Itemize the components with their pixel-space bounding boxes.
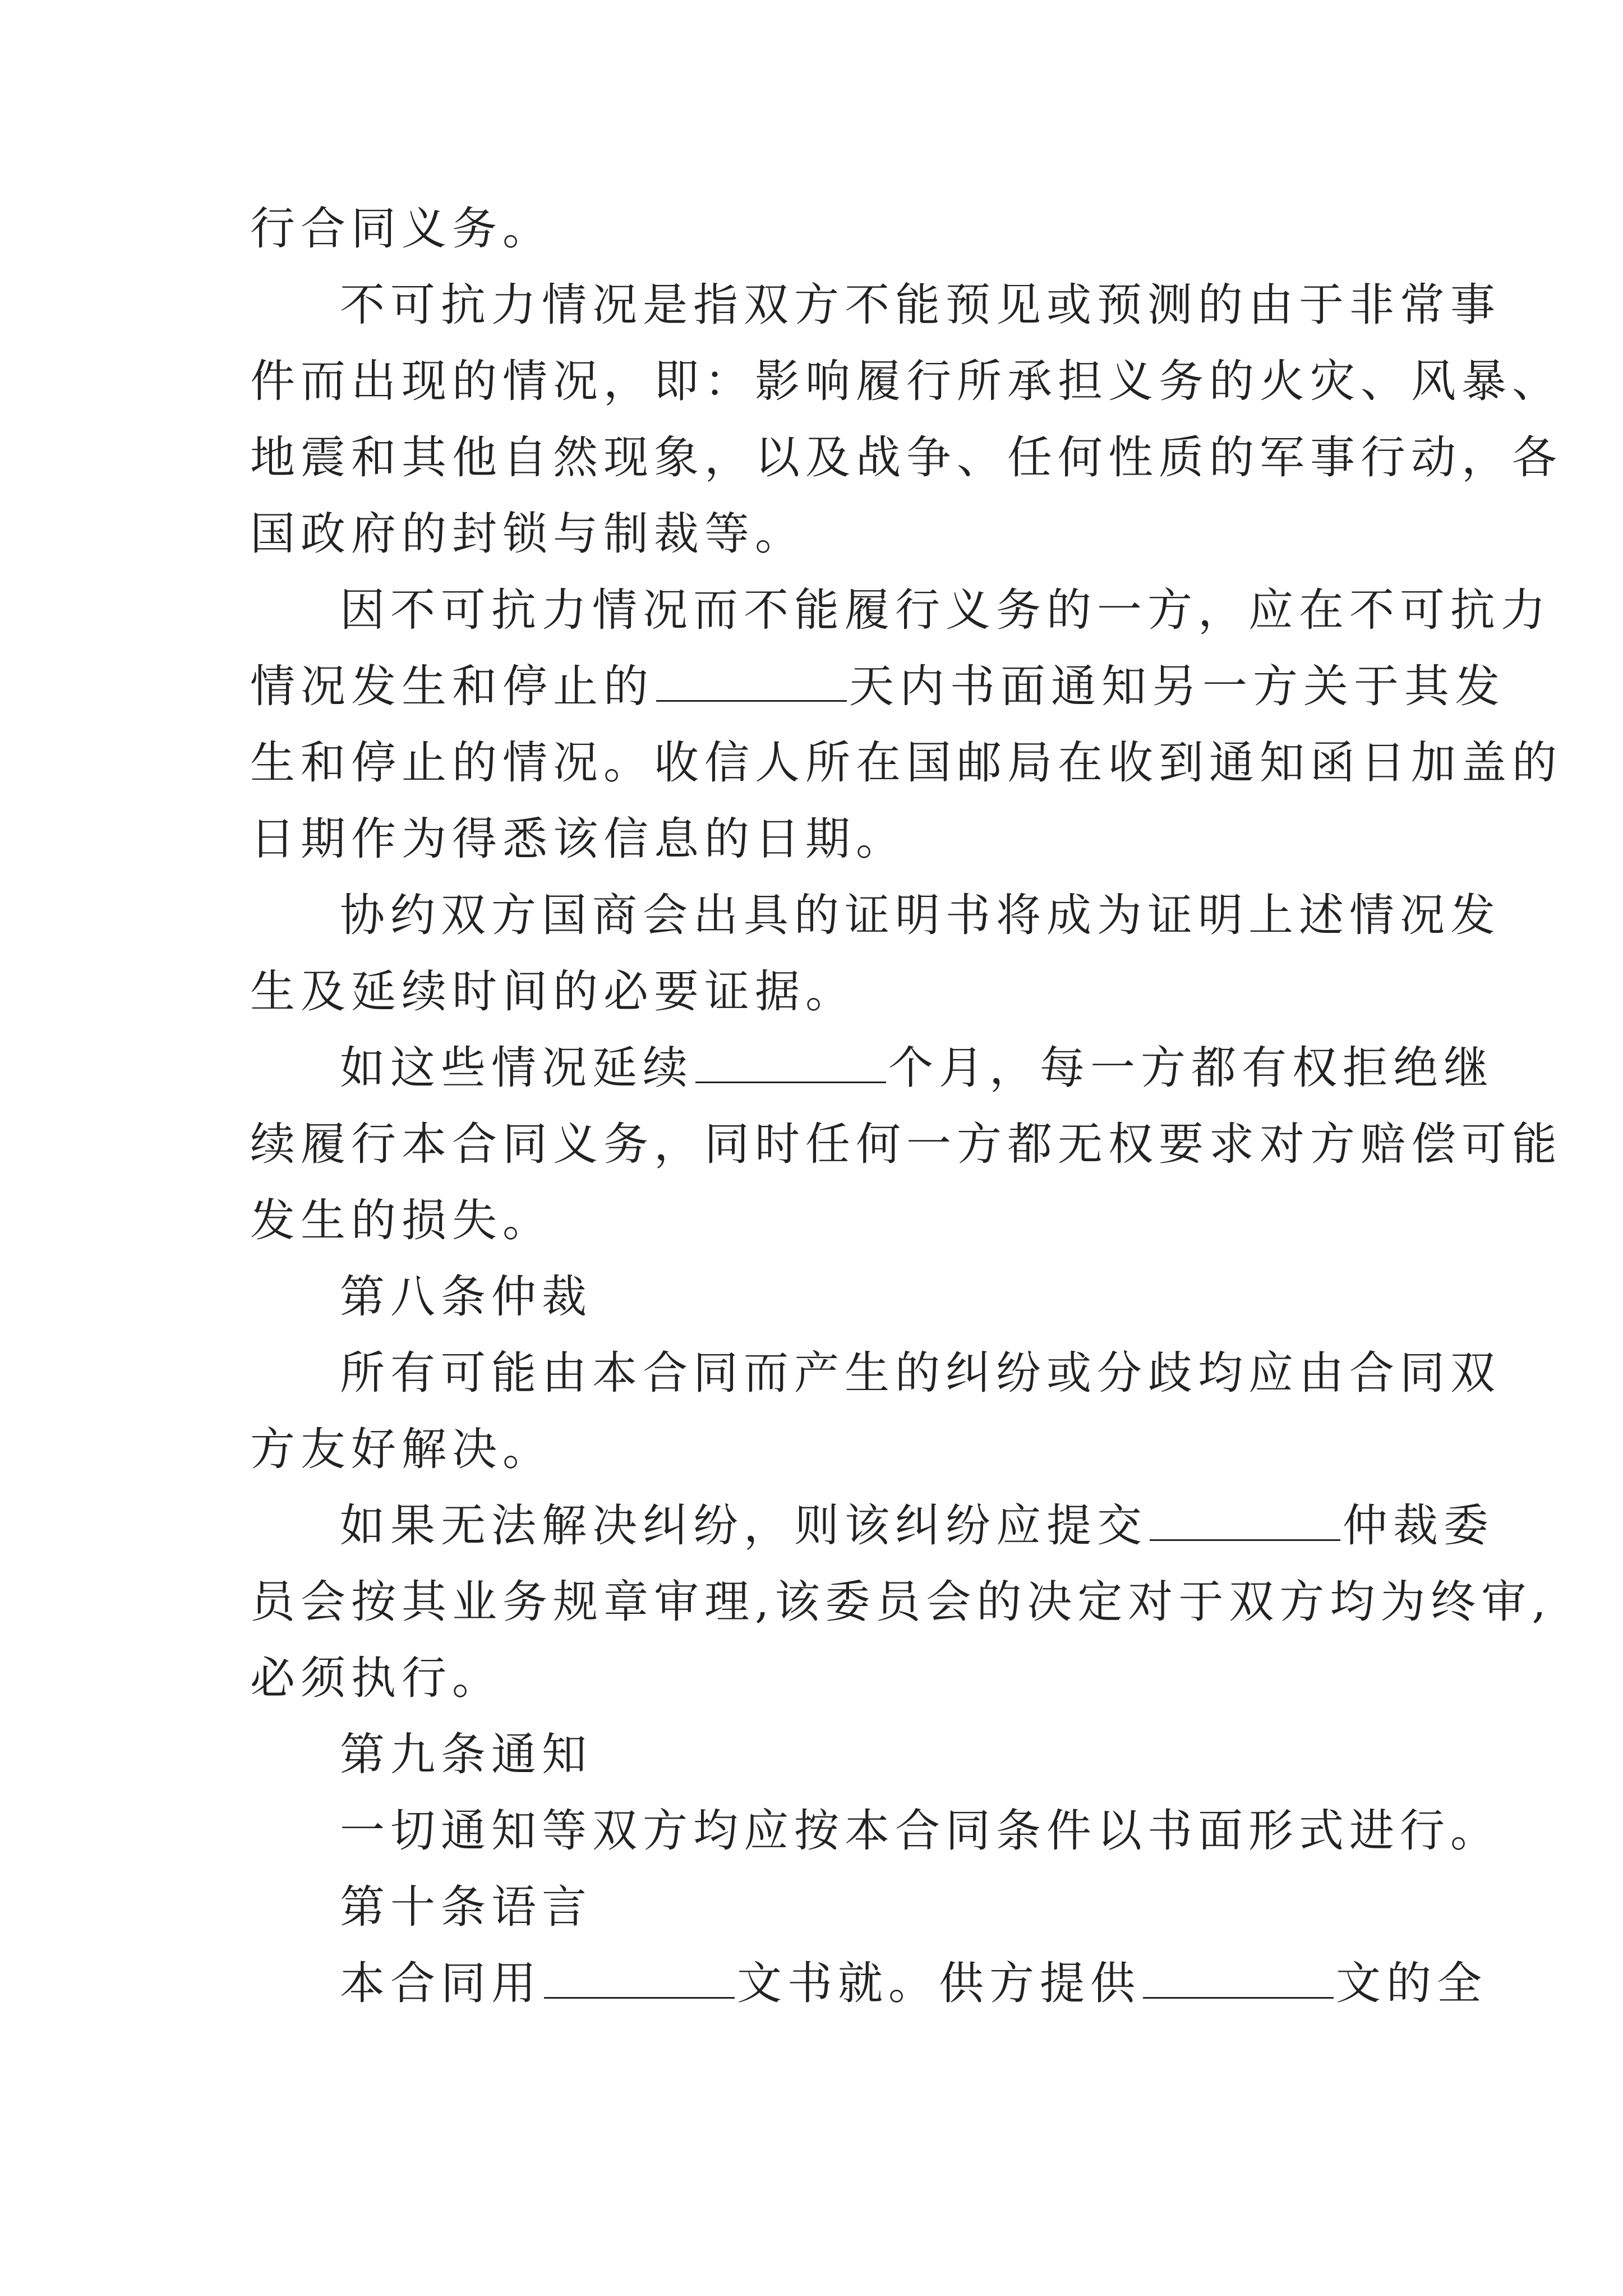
text-line: 必须执行。 [250, 1652, 502, 1704]
text-line: 所有可能由本合同而产生的纠纷或分歧均应由合同双 [340, 1347, 1501, 1399]
text-line: 因不可抗力情况而不能履行义务的一方，应在不可抗力 [340, 584, 1551, 636]
text-line: 日期作为得悉该信息的日期。 [250, 813, 906, 865]
text-fragment: 个月，每一方都有权拒绝继 [888, 1042, 1494, 1094]
text-line: 生和停止的情况。收信人所在国邮局在收到通知函日加盖的 [250, 737, 1562, 789]
text-line: 续履行本合同义务，同时任何一方都无权要求对方赔偿可能 [250, 1118, 1562, 1170]
paragraph-amicable-settlement [250, 1335, 1501, 1488]
fill-in-blank-arbitration-body[interactable] [1150, 1506, 1340, 1541]
paragraph-notification-duty [250, 572, 1562, 877]
text-line: 行合同义务。 [250, 203, 553, 255]
paragraph-force-majeure-definition [250, 267, 1562, 572]
text-line: 生及延续时间的必要证据。 [250, 965, 856, 1018]
text-fragment: 文的全 [1336, 1957, 1487, 2009]
text-line: 不可抗力情况是指双方不能预见或预测的由于非常事 [340, 279, 1501, 331]
article-8-heading: 第八条仲裁 [340, 1271, 592, 1323]
fill-in-blank-months[interactable] [695, 1048, 886, 1083]
text-fragment: 如这些情况延续 [340, 1042, 693, 1094]
article-9-heading: 第九条通知 [340, 1728, 592, 1780]
text-line [250, 1488, 1494, 1564]
text-line [250, 1945, 1487, 2022]
fill-in-blank-language-2[interactable] [1143, 1963, 1334, 1999]
text-line: 员会按其业务规章审理,该委员会的决定对于双方均为终审, [250, 1576, 1552, 1628]
text-line: 国政府的封锁与制裁等。 [250, 508, 805, 560]
text-line: 发生的损失。 [250, 1194, 553, 1246]
text-line: 地震和其他自然现象，以及战争、任何性质的军事行动，各 [250, 431, 1562, 484]
text-line: 件而出现的情况，即：影响履行所承担义务的火灾、风暴、 [250, 355, 1562, 407]
paragraph-chamber-certificate [250, 877, 1501, 1030]
text-line: 协约双方国商会出具的证明书将成为证明上述情况发 [340, 889, 1501, 941]
text-fragment: 本合同用 [340, 1957, 542, 2009]
text-fragment: 如果无法解决纠纷，则该纠纷应提交 [340, 1499, 1147, 1552]
text-fragment: 文书就。供方提供 [737, 1957, 1141, 2009]
text-fragment: 仲裁委 [1343, 1499, 1494, 1552]
contract-page [250, 191, 1562, 2022]
article-10-heading: 第十条语言 [340, 1881, 592, 1933]
fill-in-blank-days[interactable] [656, 666, 847, 702]
paragraph-extended-duration [250, 1030, 1562, 1259]
text-fragment: 天内书面通知另一方关于其发 [849, 660, 1505, 712]
text-line: 一切通知等双方均应按本合同条件以书面形式进行。 [340, 1805, 1501, 1857]
paragraph-arbitration [250, 1488, 1552, 1717]
fill-in-blank-language-1[interactable] [544, 1963, 735, 1999]
text-line [250, 1030, 1494, 1106]
text-line [250, 648, 1505, 725]
text-line: 方友好解决。 [250, 1423, 553, 1475]
text-fragment: 情况发生和停止的 [250, 660, 654, 712]
